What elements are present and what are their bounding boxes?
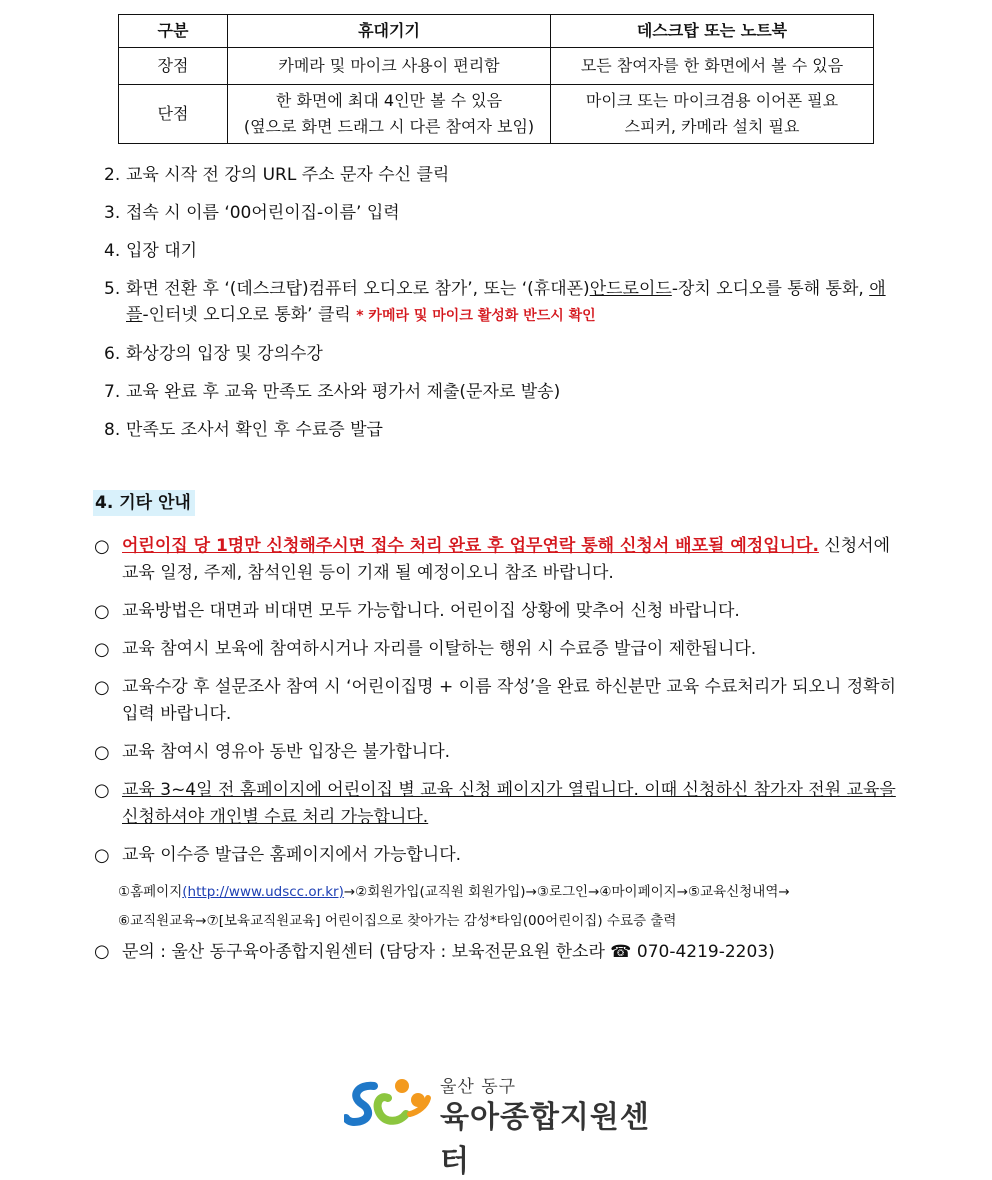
step-text: 교육 완료 후 교육 만족도 조사와 평가서 제출(문자로 발송)	[126, 382, 561, 402]
list-item	[104, 276, 904, 329]
notice-text: 교육방법은 대면과 비대면 모두 가능합니다. 어린이집 상황에 맞추어 신청 바랍니다.	[122, 601, 740, 621]
contact-phone: 070-4219-2203)	[631, 942, 775, 962]
step-number: 3.	[104, 203, 121, 223]
path-text: ①홈페이지	[118, 884, 183, 900]
step-text: 만족도 조사서 확인 후 수료증 발급	[126, 420, 383, 440]
disadvantage-mobile	[228, 85, 551, 144]
path-text: →②회원가입(교직원 회원가입)→③로그인→④마이페이지→⑤교육신청내역→	[343, 884, 790, 900]
step-text: 입장 대기	[126, 241, 198, 261]
notice-important: 어린이집 당 1명만 신청해주시면 접수 처리 완료 후 업무연락 통해 신청서 배포될 예정입니다.	[122, 536, 819, 556]
table-row	[119, 85, 874, 144]
logo-title: 육아종합지원센터	[440, 1100, 650, 1179]
list-item	[104, 200, 904, 226]
header-category: 구분	[119, 15, 228, 48]
logo-subtitle: 울산 동구	[440, 1077, 517, 1097]
list-item	[94, 598, 900, 625]
circle-bullet-icon: ○	[94, 601, 110, 622]
notice-text: 교육 참여시 영유아 동반 입장은 불가합니다.	[122, 742, 451, 762]
circle-bullet-icon: ○	[94, 677, 110, 698]
advantage-desktop: 모든 참여자를 한 화면에서 볼 수 있음	[551, 48, 874, 85]
contact-text: 문의 : 울산 동구육아종합지원센터 (담당자 : 보육전문요원 한소라	[122, 942, 611, 962]
circle-bullet-icon: ○	[94, 639, 110, 660]
notice-list	[94, 533, 900, 880]
disadvantage-desktop-line1: 마이크 또는 마이크겸용 이어폰 필요	[585, 91, 839, 110]
list-item	[94, 636, 900, 663]
section-title: 4. 기타 안내	[93, 490, 195, 516]
step-text-part: -인터넷 오디오로 통화’ 클릭	[142, 305, 357, 325]
circle-bullet-icon: ○	[94, 536, 110, 557]
notice-text: 신청서에 교육 일정, 주제, 참석인원 등이 기재 될 예정이오니 참조 바랍니다.	[122, 536, 891, 583]
step-number: 8.	[104, 420, 121, 440]
step-text-part: 화면 전환 후 ‘(데스크탑)컴퓨터 오디오로 참가’, 또는 ‘(휴대폰)	[126, 279, 590, 299]
disadvantage-desktop-line2: 스피커, 카메라 설치 필요	[624, 117, 800, 136]
disadvantage-mobile-line1: 한 화면에 최대 4인만 볼 수 있음	[275, 91, 503, 110]
step-number: 6.	[104, 344, 121, 364]
disadvantage-mobile-line2: (옆으로 화면 드래그 시 다른 참여자 보임)	[243, 117, 535, 136]
phone-icon: ☎	[610, 942, 632, 962]
certificate-path-line2: ⑥교직원교육→⑦[보육교직원교육] 어린이집으로 찾아가는 감성*타임(00어린이집) 수료증 출력	[118, 913, 677, 929]
step-text: 접속 시 이름 ‘00어린이집-이름’ 입력	[126, 203, 400, 223]
list-item	[104, 238, 904, 264]
circle-bullet-icon: ○	[94, 845, 110, 866]
step-number: 5.	[104, 279, 121, 299]
step-text-underlined: 안드로이드	[589, 279, 672, 299]
circle-bullet-icon: ○	[94, 780, 110, 801]
list-item	[104, 162, 904, 188]
list-item	[94, 674, 900, 728]
step-text-underlined: 애플	[126, 279, 886, 325]
header-mobile: 휴대기기	[228, 15, 551, 48]
step-number: 2.	[104, 165, 121, 185]
step-list	[104, 162, 904, 455]
table-row	[119, 48, 874, 85]
certificate-path-line1	[118, 882, 918, 902]
notice-text-underlined: 교육 3~4일 전 홈페이지에 어린이집 별 교육 신청 페이지가 열립니다. 이때 신청하신 참가자 전원 교육을 신청하셔야 개인별 수료 처리 가능합니다.	[122, 780, 896, 827]
advantage-label: 장점	[119, 48, 228, 85]
list-item	[94, 533, 900, 587]
circle-bullet-icon: ○	[94, 941, 110, 962]
device-comparison-table	[118, 14, 874, 144]
advantage-mobile: 카메라 및 마이크 사용이 편리함	[228, 48, 551, 85]
list-item	[94, 842, 900, 869]
list-item	[94, 739, 900, 766]
notice-text: 교육수강 후 설문조사 참여 시 ‘어린이집명 + 이름 작성’을 완료 하신분만 교육 수료처리가 되오니 정확히 입력 바랍니다.	[122, 677, 897, 724]
list-item	[104, 379, 904, 405]
notice-text: 교육 참여시 보육에 참여하시거나 자리를 이탈하는 행위 시 수료증 발급이 제한됩니다.	[122, 639, 757, 659]
step-text: 교육 시작 전 강의 URL 주소 문자 수신 클릭	[126, 165, 450, 185]
contact-info	[94, 939, 775, 965]
step-number: 4.	[104, 241, 121, 261]
step-text: 화상강의 입장 및 강의수강	[126, 344, 323, 364]
step-text-part: -장치 오디오를 통해 통화,	[671, 279, 870, 299]
header-desktop: 데스크탑 또는 노트북	[551, 15, 874, 48]
disadvantage-desktop	[551, 85, 874, 144]
center-logo-mark-icon	[344, 1076, 434, 1130]
notice-text: 교육 이수증 발급은 홈페이지에서 가능합니다.	[122, 845, 462, 865]
list-item	[94, 777, 900, 831]
homepage-link[interactable]: (http://www.udscc.or.kr)	[182, 884, 344, 900]
camera-mic-warning: * 카메라 및 마이크 활성화 반드시 확인	[356, 308, 596, 324]
step-number: 7.	[104, 382, 121, 402]
table-header-row	[119, 15, 874, 48]
list-item	[104, 341, 904, 367]
center-logo	[344, 1072, 664, 1179]
list-item	[104, 417, 904, 443]
circle-bullet-icon: ○	[94, 742, 110, 763]
disadvantage-label: 단점	[119, 85, 228, 144]
